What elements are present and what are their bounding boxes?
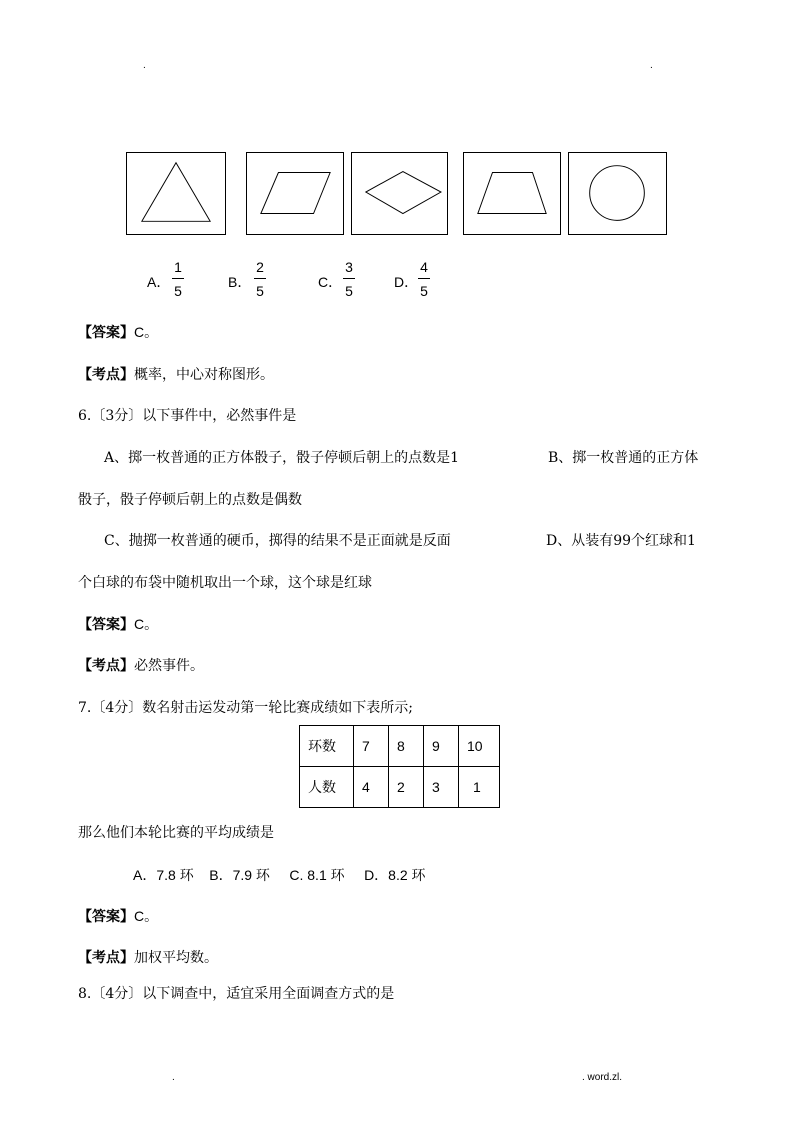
point-value: 概率，中心对称图形。 (134, 367, 274, 383)
answer-tag: 【答案】 (78, 325, 134, 341)
table-header-cell: 环数 (300, 726, 354, 767)
answer-value: C。 (134, 324, 159, 340)
point-tag: 【考点】 (78, 950, 134, 966)
triangle-figure (126, 152, 226, 235)
q6-option-d-line2: 个白球的布袋中随机取出一个球，这个球是红球 (78, 575, 372, 591)
rhombus-figure (351, 152, 448, 235)
fraction-numerator: 3 (345, 259, 353, 275)
fraction-numerator: 1 (174, 259, 182, 275)
parallelogram-figure (246, 152, 344, 235)
table-row (300, 726, 500, 767)
table-header-cell: 人数 (300, 767, 354, 808)
answer-value: C。 (134, 616, 159, 632)
circle-figure (568, 152, 667, 235)
header-left-mark: . (143, 60, 146, 71)
q6-option-b-line1: B、掷一枚普通的正方体 (548, 450, 699, 466)
table-cell: 1 (459, 767, 500, 808)
fraction-bar (418, 278, 430, 279)
fraction (172, 258, 184, 300)
fraction-bar (343, 278, 355, 279)
option-letter: B． (228, 274, 252, 290)
table-cell: 3 (424, 767, 459, 808)
option-letter: D． (394, 274, 419, 290)
point-tag: 【考点】 (78, 658, 134, 674)
option-letter: C． (318, 274, 343, 290)
fraction (254, 258, 266, 300)
fraction (418, 258, 430, 300)
q6-option-a: A、掷一枚普通的正方体骰子，骰子停顿后朝上的点数是1 (104, 450, 460, 466)
fraction-denominator: 5 (420, 283, 428, 299)
footer-left-mark: . (172, 1072, 175, 1083)
table-cell: 4 (354, 767, 389, 808)
header-right-mark: . (650, 60, 653, 71)
point-value: 必然事件。 (134, 658, 204, 674)
q7-follow: 那么他们本轮比赛的平均成绩是 (78, 825, 274, 841)
table-cell: 8 (389, 726, 424, 767)
q6-option-d-line1: D、从装有99个红球和1 (546, 533, 696, 549)
point-value: 加权平均数。 (134, 950, 218, 966)
fraction-bar (254, 278, 266, 279)
answer-value: C。 (134, 908, 159, 924)
answer-tag: 【答案】 (78, 617, 134, 633)
trapezoid-figure (463, 152, 561, 235)
q6-point-line (78, 655, 204, 675)
fraction-numerator: 2 (256, 259, 264, 275)
table-cell: 10 (459, 726, 500, 767)
q7-options: A．7.8 环 B．7.9 环 C. 8.1 环 D．8.2 环 (133, 867, 426, 883)
q6-option-c: C、抛掷一枚普通的硬币，掷得的结果不是正面就是反面 (104, 533, 451, 549)
q6-stem: 6.〔3分〕以下事件中，必然事件是 (78, 408, 297, 424)
option-letter: A． (147, 274, 171, 290)
table-cell: 7 (354, 726, 389, 767)
q8-stem: 8.〔4分〕以下调查中，适宜采用全面调查方式的是 (78, 986, 395, 1002)
q7-stem: 7.〔4分〕数名射击运发动第一轮比赛成绩如下表所示; (78, 700, 413, 716)
answer-tag: 【答案】 (78, 909, 134, 925)
q7-point-line (78, 947, 218, 967)
fraction-bar (172, 278, 184, 279)
table-row (300, 767, 500, 808)
fraction-denominator: 5 (174, 283, 182, 299)
score-table (299, 725, 500, 808)
fraction-denominator: 5 (345, 283, 353, 299)
q6-answer-line (78, 614, 158, 634)
fraction (343, 258, 355, 300)
fraction-denominator: 5 (256, 283, 264, 299)
q5-answer-line (78, 322, 158, 342)
point-tag: 【考点】 (78, 367, 134, 383)
footer-right-mark: . word.zl. (582, 1072, 623, 1083)
table-cell: 9 (424, 726, 459, 767)
q6-option-b-line2: 骰子，骰子停顿后朝上的点数是偶数 (78, 492, 302, 508)
q7-answer-line (78, 906, 158, 926)
table-cell: 2 (389, 767, 424, 808)
q5-point-line (78, 364, 274, 384)
fraction-numerator: 4 (420, 259, 428, 275)
